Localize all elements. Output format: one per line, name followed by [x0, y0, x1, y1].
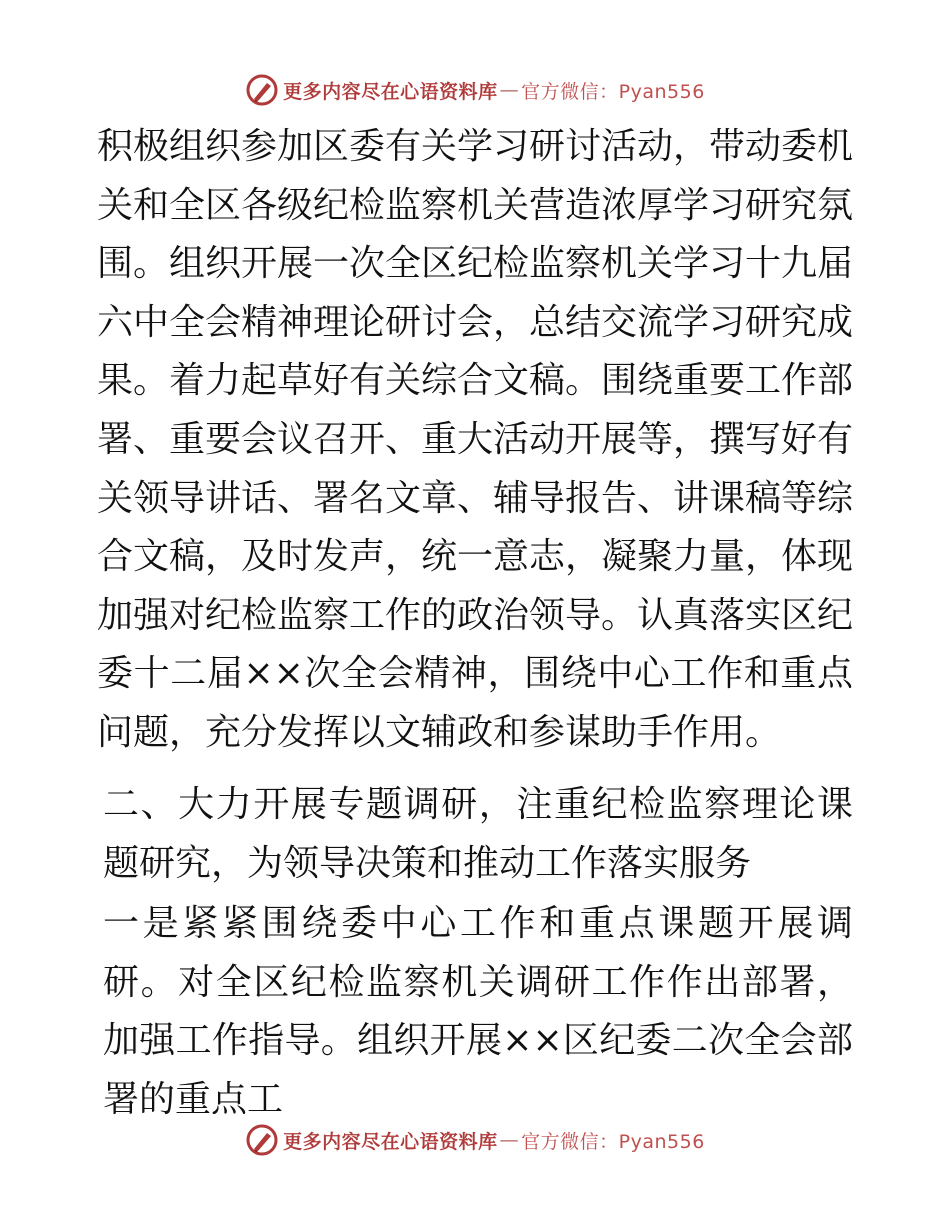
watermark-separator: —: [499, 79, 520, 101]
paragraph-3: 一是紧紧围绕委中心工作和重点课题开展调研。对全区纪检监察机关调研工作作出部署，加强工作指导。组织开展××区纪委二次全会部署的重点工: [103, 903, 853, 1120]
watermark-header: [0, 70, 950, 110]
watermark-contact: 官方微信：Pyan556: [521, 1130, 705, 1153]
pen-logo-icon: [245, 73, 279, 107]
document-body: [97, 118, 853, 763]
document-body-continued: [103, 895, 853, 1129]
watermark-main-text: 更多内容尽在心语资料库: [283, 1130, 498, 1153]
section-heading: 二、大力开展专题调研，注重纪检监察理论课题研究，为领导决策和推动工作落实服务: [103, 784, 853, 884]
watermark-main-text: 更多内容尽在心语资料库: [283, 80, 498, 103]
section-heading-block: [103, 776, 853, 893]
watermark-footer: [0, 1120, 950, 1160]
paragraph-1: 积极组织参加区委有关学习研讨活动，带动委机关和全区各级纪检监察机关营造浓厚学习研究氛围。组织开展一次全区纪检监察机关学习十九届六中全会精神理论研讨会，总结交流学习研究成果。着力起草好有关综合文稿。围绕重要工作部署、重要会议召开、重大活动开展等，撰写好有关领导讲话、署名文章、辅导报告、讲课稿等综合文稿，及时发声，统一意志，凝聚力量，体现加强对纪检监察工作的政治领导。认真落实区纪委十二届××次全会精神，围绕中心工作和重点问题，充分发挥以文辅政和参谋助手作用。: [97, 126, 854, 753]
watermark-separator: —: [499, 1129, 520, 1151]
pen-logo-icon: [245, 1123, 279, 1157]
watermark-contact: 官方微信：Pyan556: [521, 80, 705, 103]
